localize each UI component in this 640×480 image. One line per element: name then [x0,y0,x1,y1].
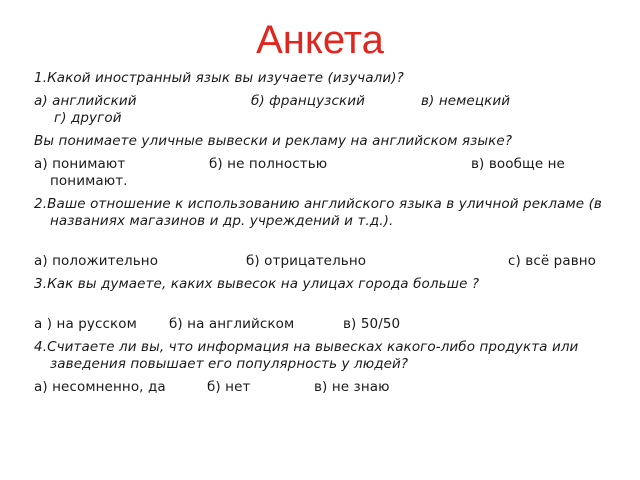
q3-option-a: а ) на русском [34,316,137,332]
question-4-text: 4.Считаете ли вы, что информация на вывесках какого-либо продукта или заведения повышает его популярность у людей? [34,339,579,372]
question-3-text: 3.Как вы думаете, каких вывесок на улицах города больше ? [34,276,480,292]
q2-option-b: б) отрицательно [246,253,367,269]
q4-option-b: б) нет [207,379,251,395]
question-1b-text: Вы понимаете уличные вывески и рекламу на английском языке? [34,133,513,149]
q2-option-c: с) всё равно [508,253,597,269]
question-3-options [34,316,624,333]
question-2-options [34,253,624,270]
questionnaire-body [34,70,624,396]
q2-option-a: а) положительно [34,253,159,269]
q1b-option-c: в) вообще не понимают. [50,156,565,189]
q1b-option-a: а) понимают [34,156,126,172]
q1-option-d: г) другой [54,110,122,126]
q4-option-c: в) не знаю [314,379,390,395]
q3-option-b: б) на английском [169,316,295,332]
question-1-text: 1.Какой иностранный язык вы изучаете (изучали)? [34,70,404,86]
question-2 [34,196,624,230]
question-4-options [34,379,624,396]
q1-option-b: б) французский [251,93,365,109]
question-1 [34,70,624,87]
q4-option-a: а) несомненно, да [34,379,166,395]
question-1b [34,133,624,150]
q1b-option-b: б) не полностью [209,156,328,172]
question-1-options [34,93,624,127]
question-2-text: 2.Ваше отношение к использованию английского языка в уличной рекламе (в названиях магазинов и др. учреждений и т.д.). [34,196,602,229]
q3-option-c: в) 50/50 [343,316,401,332]
question-1b-options [34,156,624,190]
question-3 [34,276,624,293]
slide-title: Анкета [256,18,384,62]
question-4 [34,339,624,373]
q1-option-c: в) немецкий [421,93,511,109]
q1-option-a: а) английский [34,93,137,109]
